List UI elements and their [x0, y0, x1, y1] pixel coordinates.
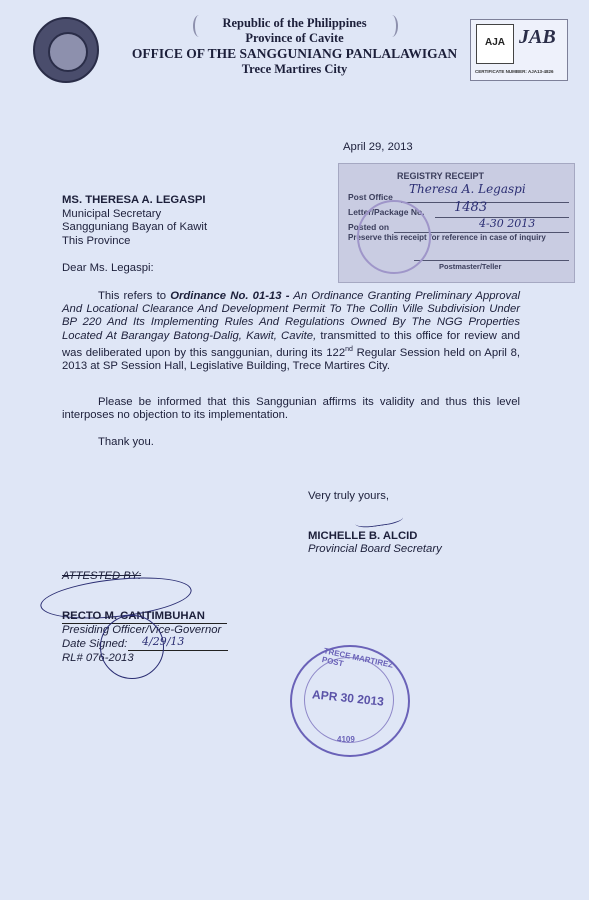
aja-logo: AJA: [476, 24, 514, 64]
receipt-postmaster: Postmaster/Teller: [439, 262, 502, 271]
letterhead-city: Trece Martires City: [241, 62, 348, 76]
signatory-title: Provincial Board Secretary: [308, 543, 442, 555]
recipient-office: Sangguniang Bayan of Kawit: [62, 221, 208, 233]
receipt-posted-date: 4-30 2013: [479, 217, 536, 230]
receipt-letter-label: Letter/Package No.: [348, 207, 425, 217]
thank-you: Thank you.: [98, 436, 154, 448]
receipt-preserve-note: Preserve this receipt for reference in case of inquiry: [348, 233, 546, 242]
ordinance-number: Ordinance No. 01-13 -: [170, 290, 290, 302]
signature-alcid: [354, 510, 403, 530]
registry-receipt: [338, 163, 575, 283]
postmark-text: TRECE MARTIREZ POST: [321, 646, 394, 670]
attester-name: RECTO M. CANTIMBUHAN: [62, 610, 205, 622]
ornament-right: [386, 15, 398, 37]
letterhead-office: OFFICE OF THE SANGGUNIANG PANLALAWIGAN: [131, 46, 458, 61]
attested-by-label: ATTESTED BY:: [62, 570, 142, 582]
postmark-stamp: [290, 645, 410, 757]
certification-logos: [470, 19, 568, 81]
closing: Very truly yours,: [308, 490, 389, 502]
salutation: Dear Ms. Legaspi:: [62, 262, 154, 274]
attester-title: Presiding Officer/Vice-Governor: [62, 624, 222, 636]
ornament-left: [193, 15, 205, 37]
receipt-postmark-stamp: [357, 200, 431, 274]
certificate-number: CERTIFICATE NUMBER: AJA13-4826: [475, 69, 554, 74]
date-signed-value: 4/29/13: [142, 635, 185, 648]
receipt-letter-number: 1483: [454, 200, 488, 215]
date-signed-label: Date Signed:: [62, 638, 128, 650]
letterhead-republic: Republic of the Philippines: [222, 16, 367, 30]
letterhead-province: Province of Cavite: [245, 31, 344, 45]
receipt-posted-label: Posted on: [348, 222, 390, 232]
letter-date: April 29, 2013: [343, 141, 413, 153]
paragraph-affirmation: Please be informed that this Sanggunian affirms its validity and thus this level interposes no objection to its implementation.: [62, 396, 520, 422]
postmark-code: 4109: [337, 735, 355, 744]
recipient-location: This Province: [62, 235, 131, 247]
ordinance-title: An Ordinance Granting Preliminary Approval And Locational Clearance And Development Permit To The Collin Ville Subdivision Under BP 220 And Its Implementing Rules And Regulations Owned By The NGG Properties Located At Barangay Batong-Dalig, Kawit, Cavite,: [62, 290, 520, 342]
receipt-addressee: Theresa A. Legaspi: [409, 182, 526, 196]
paragraph-reference: This refers to Ordinance No. 01-13 - An Ordinance Granting Preliminary Approval And Locational Clearance And Development Permit To The Collin Ville Subdivision Under BP 220 And Its Implementing Rules And Regulations Owned By The NGG Properties Located At Barangay Batong-Dalig, Kawit, Cavite, transmitted to this office for review and was deliberated upon by this sanggunian, during its 122nd Regular Session held on April 8, 2013 at SP Session Hall, Legislative Building, Trece Martires City.: [62, 290, 520, 372]
recipient-title: Municipal Secretary: [62, 208, 162, 220]
postmark-date: APR 30 2013: [311, 687, 385, 709]
rl-number: RL# 076-2013: [62, 652, 134, 664]
jab-logo: JAB: [519, 26, 556, 48]
attestation-ink-circle: [100, 615, 164, 679]
signatory-name: MICHELLE B. ALCID: [308, 530, 418, 542]
receipt-post-office-label: Post Office: [348, 192, 393, 202]
recipient-name: MS. THERESA A. LEGASPI: [62, 194, 206, 206]
receipt-heading: REGISTRY RECEIPT: [397, 171, 485, 181]
